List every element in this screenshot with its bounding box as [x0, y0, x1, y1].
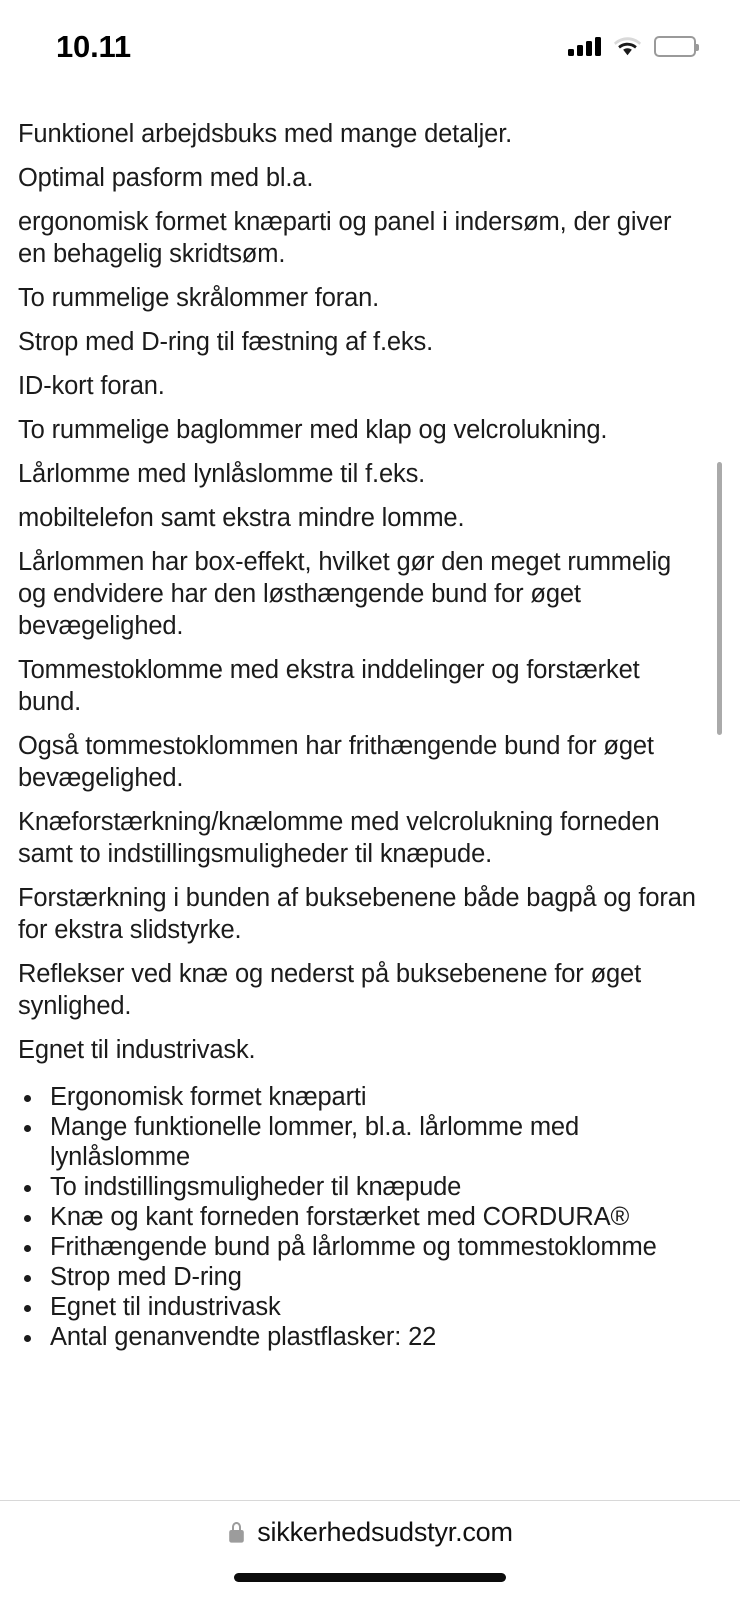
wifi-icon	[614, 36, 641, 56]
description-paragraph: Funktionel arbejdsbuks med mange detaljer.	[18, 120, 513, 148]
list-item: To indstillingsmuligheder til knæpude	[18, 1172, 698, 1202]
description-paragraph: Lårlomme med lynlåslomme til f.eks.	[18, 460, 426, 488]
lock-icon	[227, 1521, 246, 1544]
status-bar	[0, 0, 740, 88]
description-paragraph: Knæforstærkning/knælomme med velcrolukning forneden samt to indstillingsmuligheder til knæpude.	[18, 808, 660, 868]
description-paragraph: To rummelige skrålommer foran.	[18, 284, 380, 312]
home-indicator[interactable]	[234, 1573, 506, 1582]
list-item: Frithængende bund på lårlomme og tommestoklomme	[18, 1232, 698, 1262]
address-bar[interactable]	[0, 1501, 740, 1563]
feature-list	[18, 1082, 698, 1352]
list-item: Mange funktionelle lommer, bl.a. lårlomme med lynlåslomme	[18, 1112, 698, 1172]
list-item: Ergonomisk formet knæparti	[18, 1082, 698, 1112]
list-item: Egnet til industrivask	[18, 1292, 698, 1322]
description-paragraph: Tommestoklomme med ekstra inddelinger og forstærket bund.	[18, 656, 640, 716]
list-item: Antal genanvendte plastflasker: 22	[18, 1322, 698, 1352]
description-paragraph: ID-kort foran.	[18, 372, 165, 400]
list-item: Strop med D-ring	[18, 1262, 698, 1292]
cellular-signal-icon	[568, 36, 601, 56]
description-paragraph: Lårlommen har box-effekt, hvilket gør den meget rummelig og endvidere har den løsthængende bund for øget bevægelighed.	[18, 548, 671, 640]
description-paragraph: Reflekser ved knæ og nederst på buksebenene for øget synlighed.	[18, 960, 642, 1020]
description-paragraph: To rummelige baglommer med klap og velcrolukning.	[18, 416, 608, 444]
description-paragraph: Forstærkning i bunden af buksebenene både bagpå og foran for ekstra slidstyrke.	[18, 884, 696, 944]
status-bar-clock: 10.11	[56, 28, 131, 64]
battery-full-icon	[654, 36, 696, 57]
description-paragraph: ergonomisk formet knæparti og panel i indersøm, der giver en behagelig skridtsøm.	[18, 208, 672, 268]
description-paragraph: Optimal pasform med bl.a.	[18, 164, 314, 192]
list-item: Knæ og kant forneden forstærket med CORDURA®	[18, 1202, 698, 1232]
description-paragraph: Egnet til industrivask.	[18, 1036, 256, 1064]
description-paragraph: Også tommestoklommen har frithængende bund for øget bevægelighed.	[18, 732, 654, 792]
vertical-scrollbar[interactable]	[717, 462, 722, 735]
description-paragraph: mobiltelefon samt ekstra mindre lomme.	[18, 504, 465, 532]
browser-bottom-bar	[0, 1500, 740, 1600]
status-bar-indicators	[568, 36, 696, 57]
url-text: sikkerhedsudstyr.com	[257, 1516, 513, 1547]
page-content	[0, 88, 740, 1500]
description-paragraph: Strop med D-ring til fæstning af f.eks.	[18, 328, 434, 356]
